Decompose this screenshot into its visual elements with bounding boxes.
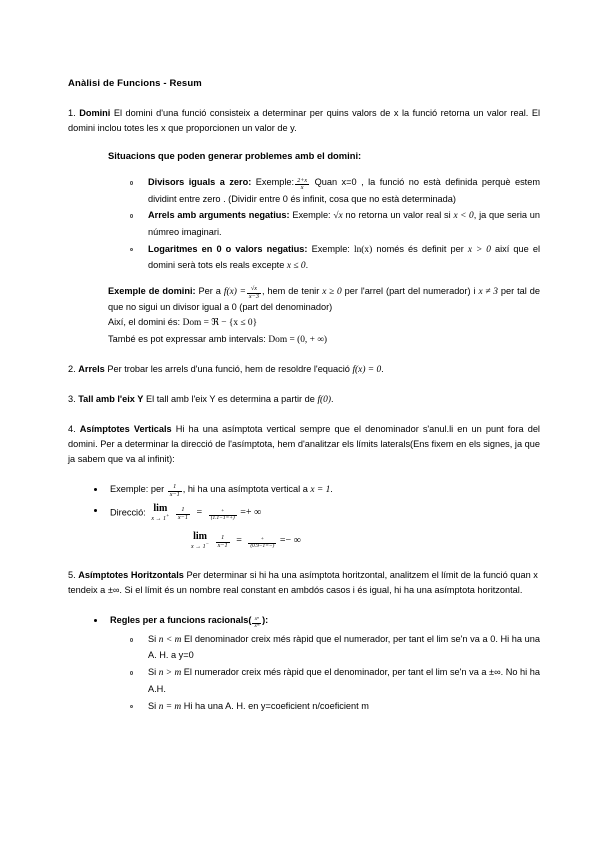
section-ah-text: Per determinar si hi ha una asímptota horitzontal, analitzem el límit de la funció quan x tendeix a ±∞. Si el límit és un nombre real constant en ambdós casos i és igual, hi ha una asímptota horitzontal. xyxy=(68,569,538,595)
example-fx: f(x) = xyxy=(223,287,246,298)
list-item xyxy=(68,632,540,663)
example-line-1 xyxy=(108,284,540,315)
lim-approach xyxy=(191,542,209,550)
asimptotes-verticals-bullets xyxy=(68,481,540,552)
list-item xyxy=(68,502,540,552)
section-av-text: Hi ha una asímptota vertical sempre que el denominador s'anul.li en un punt fora del domini. Per a determinar la direcció de l'asímptota, hem d'analitzar els límits laterals(Ens fixem en els signes, ja que ja sabem que va al infinit): xyxy=(68,424,540,465)
rules-heading-post: ): xyxy=(262,614,269,625)
section-tall-text-end: . xyxy=(331,394,334,404)
example-line2-math: Dom = ℜ − {x ≤ 0} xyxy=(182,318,258,329)
page-title: Anàlisi de Funcions - Resum xyxy=(68,78,202,89)
asimptotes-horitzontals-rules-list xyxy=(68,632,540,715)
list-item xyxy=(68,481,540,499)
section-asimptotes-horitzontals-paragraph xyxy=(68,568,540,598)
example-cond-1: x ≥ 0 xyxy=(322,287,342,298)
limit-line-right xyxy=(110,502,540,524)
list-item xyxy=(68,699,540,715)
item-lead: Exemple: xyxy=(292,210,331,221)
lim-label: lim xyxy=(153,502,168,514)
section-tall-math: f(0) xyxy=(317,395,331,405)
list-item xyxy=(68,612,540,630)
fraction-denominator: (0.9−1=−) xyxy=(250,542,275,549)
fraction-2plusx-over-x xyxy=(295,178,309,192)
section-domini-text: El domini d'una funció consisteix a determinar per quins valors de x la funció retorna un valor real. El domini inclou totes les x que proporcionen un valor de y. xyxy=(68,108,540,134)
bullet-math-x-equals-1: x = 1 xyxy=(310,484,331,495)
rule-text: Hi ha una A. H. en y=coeficient n/coeficient m xyxy=(183,700,369,711)
limit-expression-right xyxy=(148,502,261,524)
limit-result-left: =− ∞ xyxy=(279,534,301,546)
fraction-numerator: xⁿ xyxy=(252,617,261,624)
example-line3-lead: També es pot expressar amb intervals: xyxy=(108,333,266,344)
example-line3-math: Dom = (0, + ∞) xyxy=(268,334,328,345)
fraction-result-right xyxy=(209,509,237,521)
fraction-sqrtx-over-xminus3 xyxy=(247,286,261,300)
list-item xyxy=(68,208,540,239)
rule-lead: Si xyxy=(148,667,157,678)
section-arrels-text: Per trobar les arrels d'una funció, hem de resoldre l'equació xyxy=(107,363,350,374)
fraction-xn-over-xm xyxy=(252,617,261,629)
list-item xyxy=(68,242,540,274)
fraction-numerator: 1 xyxy=(168,484,182,492)
section-ah-number: 5. xyxy=(68,569,76,580)
formula-ln-x: ln(x) xyxy=(354,244,373,255)
rule-text: El denominador creix més ràpid que el numerador, per tant el lim se'n va a 0. Hi ha una A. H. a y=0 xyxy=(148,634,540,661)
rule-condition-n-lt-m: n < m xyxy=(158,635,182,646)
section-tall-text: El tall amb l'eix Y es determina a partir de xyxy=(145,394,315,404)
section-arrels-paragraph xyxy=(68,362,540,378)
section-arrels-number: 2. xyxy=(68,363,76,374)
limit-result-right: =+ ∞ xyxy=(240,506,262,518)
condition-x-le-0: x ≤ 0 xyxy=(286,260,306,271)
fraction-denominator: x xyxy=(300,184,304,192)
fraction-denominator: x−3 xyxy=(248,292,259,300)
item-label-logaritmes: Logaritmes en 0 o valors negatius: xyxy=(148,243,308,254)
lim-label: lim xyxy=(193,530,207,542)
section-asimptotes-verticals-paragraph xyxy=(68,422,540,467)
limit-operator xyxy=(191,532,209,550)
fraction-denominator: x−1 xyxy=(217,541,228,549)
section-domini-number: 1. xyxy=(68,108,76,119)
section-tall-heading: Tall amb l'eix Y xyxy=(78,394,144,404)
section-tall-number: 3. xyxy=(68,394,76,404)
lim-approach-text: x → 1 xyxy=(191,543,206,550)
fraction-1-over-xminus1 xyxy=(216,535,230,549)
example-line-2 xyxy=(108,315,540,331)
item-text-2: així que el domini serà tots els reals excepte xyxy=(148,243,541,270)
asimptotes-horitzontals-rules-head xyxy=(68,612,540,630)
item-lead: Exemple: xyxy=(311,243,350,254)
lim-approach-text: x → 1 xyxy=(151,515,166,522)
fraction-denominator: x−1 xyxy=(177,513,188,521)
limit-expression-left xyxy=(188,530,301,552)
fraction-numerator: 1 xyxy=(176,507,190,515)
domini-problem-list xyxy=(68,175,540,274)
limit-line-left xyxy=(110,530,540,552)
section-arrels-math: f(x) = 0 xyxy=(352,364,382,375)
bullet-text: , hi ha una asímptota vertical a xyxy=(182,483,308,494)
section-arrels-text-end: . xyxy=(381,363,384,374)
fraction-1-over-xminus1 xyxy=(168,484,182,498)
rule-lead: Si xyxy=(148,700,157,711)
item-label-divisors: Divisors iguals a zero: xyxy=(148,177,252,188)
section-tall-eix-y-paragraph xyxy=(68,392,540,408)
item-text-3: . xyxy=(305,259,309,270)
rules-heading-pre: Regles per a funcions racionals( xyxy=(110,614,252,625)
fraction-numerator: 2+x xyxy=(297,176,308,184)
example-text: , hem de tenir xyxy=(261,286,320,297)
rule-lead: Si xyxy=(148,634,157,645)
fraction-denominator: x−1 xyxy=(169,490,180,498)
section-av-number: 4. xyxy=(68,424,76,435)
bullet-text-end: . xyxy=(330,483,333,494)
equals-sign: = xyxy=(236,534,242,546)
domini-example-block xyxy=(68,284,540,348)
lim-side: + xyxy=(165,513,170,519)
fraction-numerator: √x xyxy=(247,286,261,294)
list-item xyxy=(68,665,540,696)
rule-condition-n-eq-m: n = m xyxy=(158,701,182,712)
example-line2-lead: Així, el domini és: xyxy=(108,317,180,328)
section-av-heading: Asímptotes Verticals xyxy=(79,424,172,435)
list-item xyxy=(68,175,540,206)
example-line-3 xyxy=(108,332,540,348)
bullet-lead: Exemple: per xyxy=(110,483,165,494)
limit-operator xyxy=(151,504,169,522)
item-lead: Exemple: xyxy=(255,177,295,188)
example-cond-2: x ≠ 3 xyxy=(478,287,498,298)
section-domini-paragraph xyxy=(68,106,540,136)
bullet-lead-direccio: Direcció: xyxy=(110,507,146,518)
fraction-denominator: xᵐ xyxy=(254,622,260,629)
fraction-numerator: 1 xyxy=(216,535,230,543)
condition-x-lt-0: x < 0 xyxy=(453,211,474,222)
lim-side: − xyxy=(205,541,210,547)
domini-subheading: Situacions que poden generar problemes amb el domini: xyxy=(108,150,362,162)
fraction-denominator: (1.1−1=+) xyxy=(210,514,235,521)
example-text-3: per tal de que no sigui un divisor igual a 0 (part del denominador) xyxy=(108,286,540,313)
item-text: Quan x=0 , la funció no està definida perquè estem dividint entre zero . (Dividir entre 0 és infinit, cosa que no està determinada) xyxy=(148,177,541,204)
rule-text: El numerador creix més ràpid que el denominador, per tant el lim se'n va a ±∞. No hi ha A.H. xyxy=(148,667,540,694)
section-ah-heading: Asímptotes Horitzontals xyxy=(78,569,184,580)
rule-condition-n-gt-m: n > m xyxy=(158,668,182,679)
formula-sqrt-x: √x xyxy=(333,211,343,222)
fraction-numerator: + xyxy=(209,509,237,516)
item-text: només és definit per xyxy=(376,243,464,254)
fraction-result-left xyxy=(248,537,276,549)
example-label: Exemple de domini: xyxy=(108,286,196,297)
fraction-numerator: + xyxy=(248,537,276,544)
equals-sign: = xyxy=(196,506,203,518)
section-domini-heading: Domini xyxy=(79,108,111,119)
condition-x-gt-0: x > 0 xyxy=(467,244,491,255)
example-lead: Per a xyxy=(198,286,221,297)
section-arrels-heading: Arrels xyxy=(78,363,105,374)
item-label-arrels: Arrels amb arguments negatius: xyxy=(148,210,290,221)
lim-approach xyxy=(151,514,169,522)
item-text-2: , ja que seria un númreo imaginari. xyxy=(148,210,540,237)
fraction-1-over-xminus1 xyxy=(176,507,190,521)
example-text-2: per l'arrel (part del numerador) i xyxy=(344,286,476,297)
item-text: no retorna un valor real si xyxy=(345,210,451,221)
